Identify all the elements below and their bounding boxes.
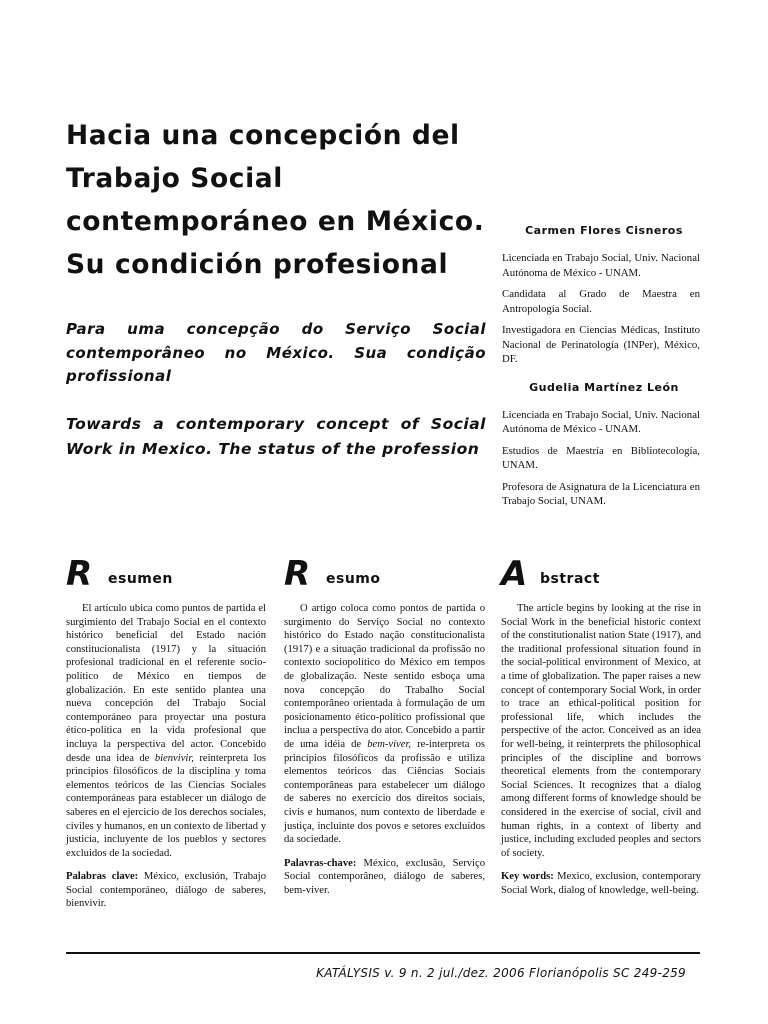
abstract-body: El artículo ubica como puntos de partida el surgimiento del Trabajo Social en el contexto histórico beneficial del Estado nación constitucionalista (1917) y la situación profesional tradicional en el referente socio-político de México en tiempos de globalización. En este sentido plantea una nueva concepción del Trabajo Social contemporáneo para proyectar una postura ético-política en la vida profesional que incluya la perspectiva del actor. Concebido desde una idea de bienvivir, reinterpreta los principios filosóficos de la disciplina y toma elementos teóricos de las Ciencias Sociales contemporáneas para establecer un diálogo de saberes en el ejercicio de los derechos sociales, civiles y humanos, en un contexto de libertad y justicia, incluyente de los pueblos y sectores excluidos de la sociedad. bbox=[66, 603, 267, 859]
article-title-english: Towards a contemporary concept of Social Work in Mexico. The status of the profession bbox=[66, 415, 486, 458]
footer-rule bbox=[66, 952, 700, 954]
article-title-spanish: Hacia una concepción del Trabajo Social contemporáneo en México. Su condición profesional bbox=[66, 120, 485, 280]
keywords: Palavras-chave: México, exclusão, Serviço Social contemporâneo, diálogo de saberes, bem-viver. bbox=[284, 857, 485, 896]
author-affiliation: Candidata al Grado de Maestra en Antropología Social. bbox=[502, 288, 700, 315]
abstract-column-spanish bbox=[66, 554, 267, 911]
drop-cap-letter: A bbox=[501, 554, 528, 594]
abstract-body: The article begins by looking at the rise in Social Work in the beneficial historic context of the constitutionalist nation State (1917), and the traditional professional situation found in the social-political environment of Mexico, at a time of globalization. The paper raises a new concept of contemporary Social Work, in order to trace an ethical-political position for professional life, which includes the perspective of the actor. Conceived as an idea for well-being, it reinterprets the philosophical principles of the discipline and borrows theoretical elements from the contemporary Social Sciences. It recognizes that a dialog among different forms of knowledge should be considered in the exercise of social, civil and human rights, in a context of liberty and justice, including excluded peoples and sectors of society. bbox=[501, 603, 701, 859]
author-name: Gudelia Martínez León bbox=[529, 380, 679, 394]
author-affiliation: Investigadora en Ciencias Médicas, Instituto Nacional de Perinatología (INPer), México, DF. bbox=[502, 324, 700, 365]
keywords: Key words: Mexico, exclusion, contemporary Social Work, dialog of knowledge, well-being. bbox=[501, 871, 701, 896]
author-block bbox=[502, 381, 700, 509]
author-affiliation: Licenciada en Trabajo Social, Univ. Nacional Autónoma de México - UNAM. bbox=[502, 252, 700, 279]
abstract-body: O artigo coloca como pontos de partida o surgimento do Serviço Social no contexto histórico do Estado nação constitucionalista (1917) e a situação tradicional da profissão no contexto sociopolítico do México em tempos de globalização. Neste sentido esboça uma nova concepção do Trabalho Social contemporâneo orientada à formulação de um posicionamento ético-político profissional que inclua a perspectiva do ator. Concebido a partir de uma idéia de bem-viver, re-interpreta os princípios filosóficos da profissão e utiliza elementos teóricos das Ciências Sociais contemporâneas para estabelecer um diálogo de saberes no exercício dos direitos sociais, civis e humanos, num contexto de liberdade e justiça, incluinte dos povos e setores excluídos da sociedade. bbox=[284, 603, 486, 846]
journal-citation-footer: KATÁLYSIS v. 9 n. 2 jul./dez. 2006 Florianópolis SC 249-259 bbox=[316, 966, 686, 980]
keywords: Palabras clave: México, exclusión, Trabajo Social contemporáneo, diálogo de saberes, bienvivir. bbox=[66, 871, 266, 910]
author-name: Carmen Flores Cisneros bbox=[525, 224, 683, 237]
article-title-portuguese: Para uma concepção do Serviço Social contemporâneo no México. Sua condição profissional bbox=[66, 320, 486, 385]
author-affiliation: Estudios de Maestría en Bibliotecología, UNAM. bbox=[502, 444, 700, 471]
author-affiliation: Profesora de Asignatura de la Licenciatura en Trabajo Social, UNAM. bbox=[502, 480, 700, 507]
authors-panel bbox=[502, 224, 700, 516]
section-heading-text: esumo bbox=[326, 571, 381, 587]
abstract-column-english bbox=[501, 554, 701, 897]
drop-cap-letter: R bbox=[284, 554, 311, 594]
drop-cap-letter: R bbox=[66, 554, 93, 594]
section-heading bbox=[501, 554, 701, 602]
section-heading bbox=[284, 554, 485, 602]
section-heading bbox=[66, 554, 266, 602]
author-affiliation: Licenciada en Trabajo Social, Univ. Nacional Autónoma de México - UNAM. bbox=[502, 408, 700, 435]
section-heading-text: bstract bbox=[540, 571, 600, 587]
author-block bbox=[502, 224, 700, 367]
abstract-column-portuguese bbox=[284, 554, 486, 897]
section-heading-text: esumen bbox=[108, 571, 173, 587]
